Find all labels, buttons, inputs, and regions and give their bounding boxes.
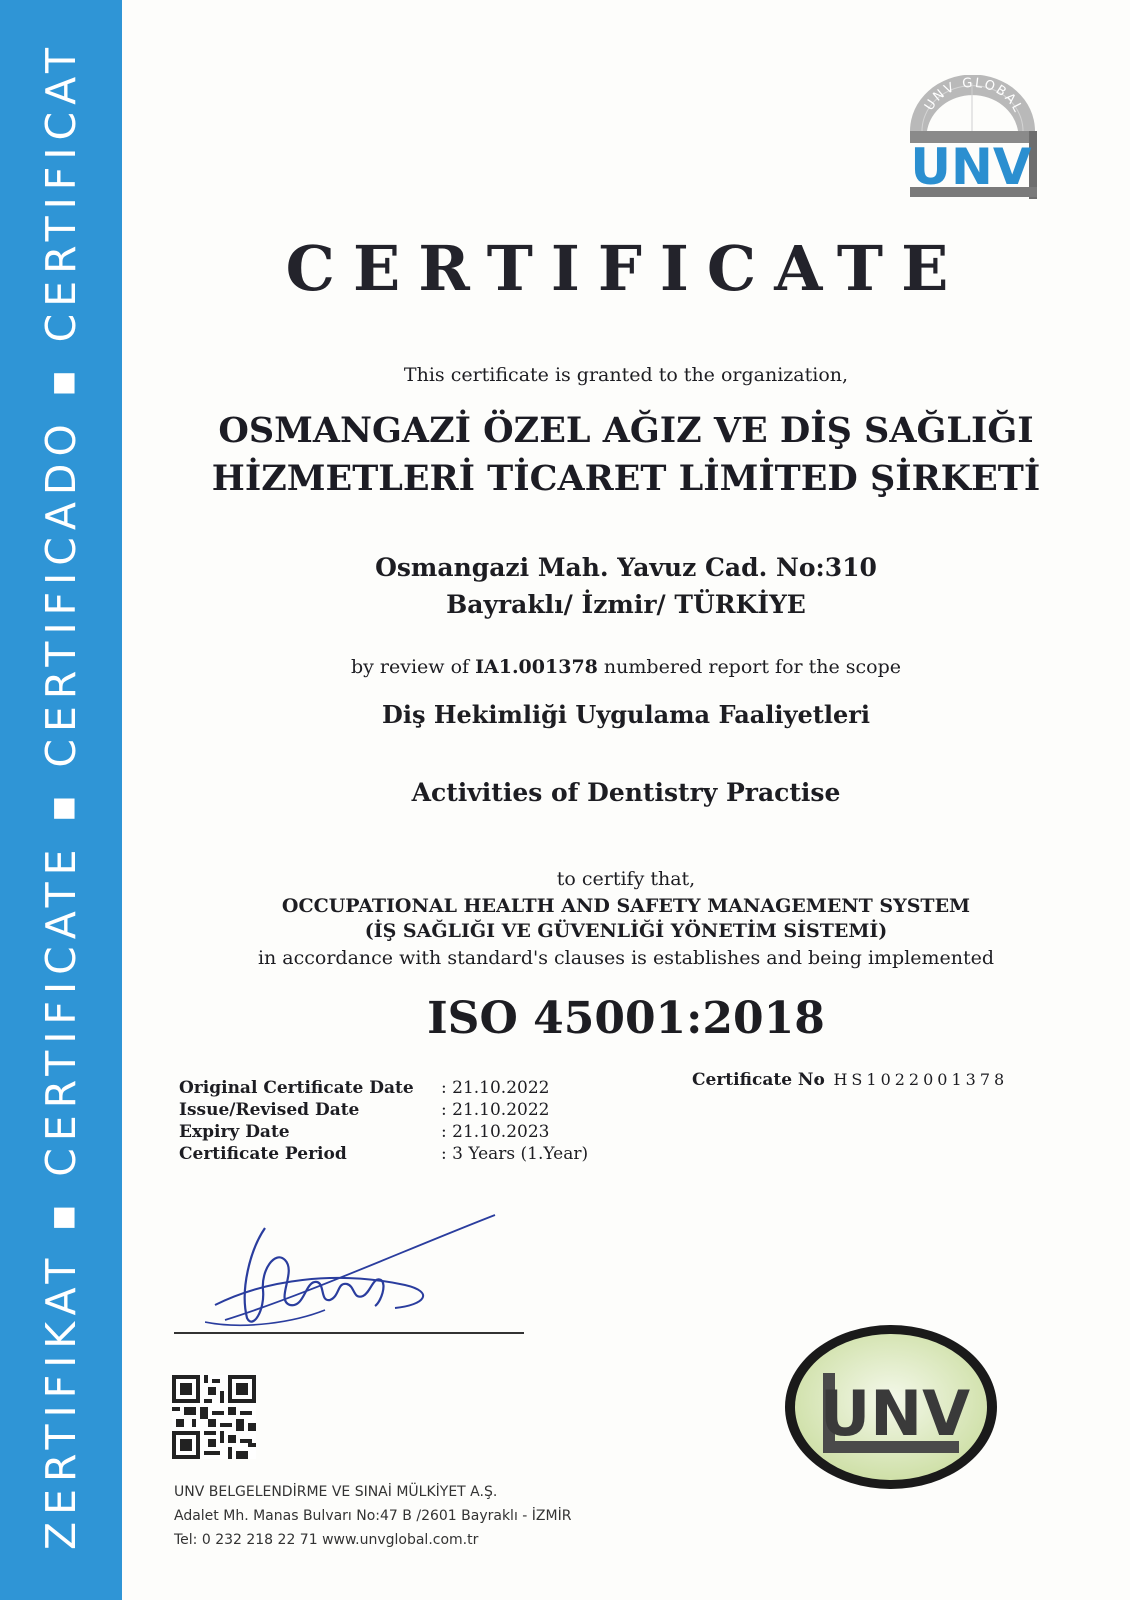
certify-intro: to certify that, [556, 868, 696, 890]
address-line-1: Osmangazi Mah. Yavuz Cad. No:310 [375, 553, 877, 582]
standard-name: ISO 45001:2018 [427, 993, 825, 1044]
footer-contact: Tel: 0 232 218 22 71 www.unvglobal.com.tr [174, 1532, 479, 1548]
logo-mark: UNV [910, 138, 1032, 196]
certificate-no-label: Certificate No [692, 1070, 825, 1090]
original-date-label: Original Certificate Date [179, 1078, 414, 1098]
svg-text:UNV GLOBAL [922, 76, 1026, 116]
qr-code [172, 1375, 256, 1459]
unv-seal [783, 1323, 999, 1491]
organization-line-2: HİZMETLERİ TİCARET LİMİTED ŞİRKETİ [211, 458, 1041, 499]
address-line-2: Bayraklı/ İzmir/ TÜRKİYE [446, 590, 806, 619]
issue-date-label: Issue/Revised Date [179, 1100, 360, 1120]
certificate-period-value: : 3 Years (1.Year) [441, 1144, 589, 1164]
issue-date-value: : 21.10.2022 [441, 1100, 550, 1120]
expiry-date-label: Expiry Date [179, 1122, 290, 1142]
logo-ring-text: UNV GLOBAL [922, 75, 1026, 117]
report-number: IA1.001378 [475, 656, 598, 678]
system-name-english: OCCUPATIONAL HEALTH AND SAFETY MANAGEMENT SYSTEM [281, 895, 971, 917]
expiry-date-value: : 21.10.2023 [441, 1122, 550, 1142]
review-line [122, 656, 1130, 678]
footer-company: UNV BELGELENDİRME VE SINAİ MÜLKİYET A.Ş. [174, 1484, 498, 1500]
side-band-text: ZERTIFIKAT ▪ CERTIFICATE ▪ CERTIFICADO ▪ CERTIFICAT [37, 41, 85, 1550]
accordance-line: in accordance with standard's clauses is establishes and being implemented [257, 947, 995, 969]
scope-turkish: Diş Hekimliği Uygulama Faaliyetleri [382, 700, 870, 729]
organization-line-1: OSMANGAZİ ÖZEL AĞIZ VE DİŞ SAĞLIĞI [218, 410, 1034, 451]
system-name-turkish: (İŞ SAĞLIĞI VE GÜVENLİĞİ YÖNETİM SİSTEMİ) [364, 920, 888, 942]
granted-line: This certificate is granted to the organization, [403, 364, 849, 386]
review-prefix: by review of [350, 656, 476, 678]
certificate-period-label: Certificate Period [179, 1144, 347, 1164]
signature-line [174, 1332, 524, 1334]
page-title: CERTIFICATE [285, 232, 967, 305]
scope-english: Activities of Dentistry Practise [411, 778, 841, 807]
review-suffix: numbered report for the scope [597, 656, 902, 678]
seal-mark: UNV [819, 1377, 971, 1450]
original-date-value: : 21.10.2022 [441, 1078, 550, 1098]
signature [205, 1210, 505, 1340]
footer-address: Adalet Mh. Manas Bulvarı No:47 B /2601 Bayraklı - İZMİR [174, 1508, 572, 1524]
unv-global-logo [900, 75, 1045, 205]
certificate-no-value: : HS1022001378 [815, 1070, 1009, 1089]
side-band [0, 0, 122, 1600]
